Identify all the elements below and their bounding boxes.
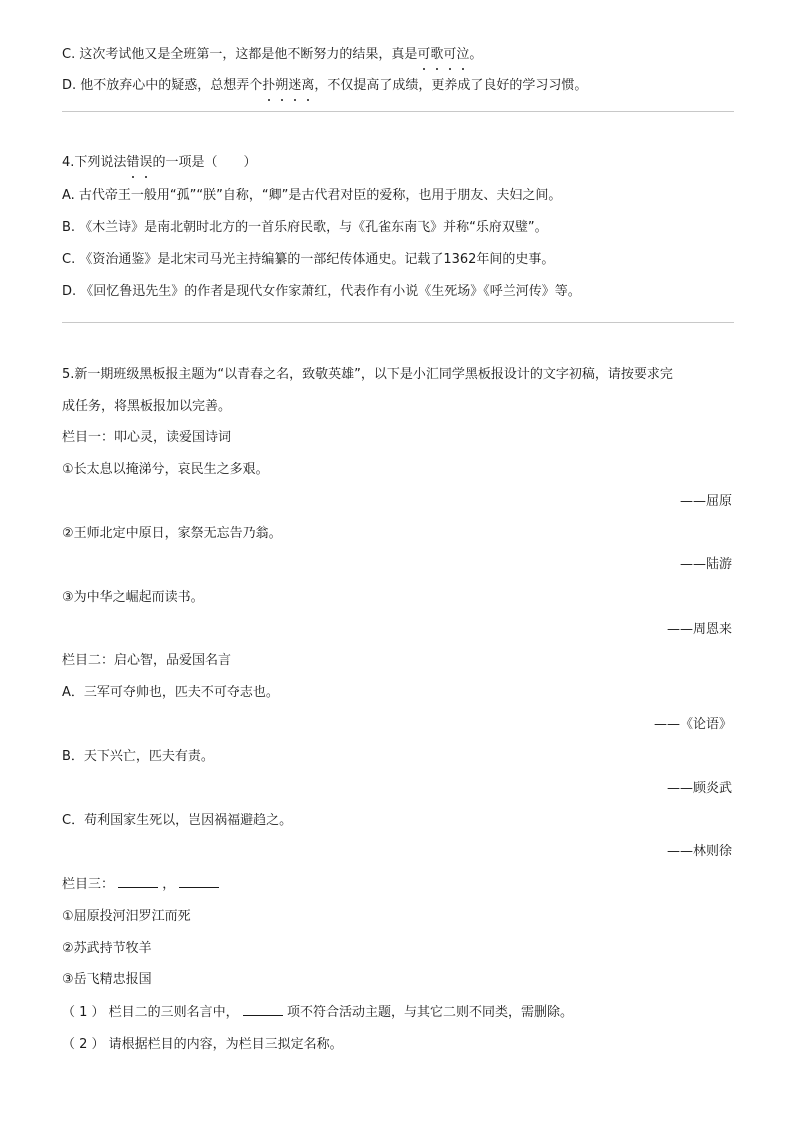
q5-stem-line1: 5.新一期班级黑板报主题为“以青春之名，致敬英雄”，以下是小汇同学黑板报设计的文字初稿，请按要求完 [62, 367, 673, 382]
quote-line: A．三军可夺帅也，匹夫不可夺志也。 [62, 685, 279, 700]
dotted-char: 可 [417, 47, 431, 62]
q5-subquestion-2: （ 2 ） 请根据栏目的内容，为栏目三拟定名称。 [62, 1037, 343, 1052]
q5-subquestion-1: （ 1 ） 栏目二的三则名言中， 项不符合活动主题，与其它二则不同类，需删除。 [62, 1005, 573, 1020]
quote-author: ——《论语》 [653, 717, 732, 732]
divider [62, 322, 734, 323]
dotted-char: 迷 [288, 78, 302, 93]
dotted-char: 歌 [430, 47, 444, 62]
poem-author: ——周恩来 [666, 622, 732, 637]
dotted-char: 扑 [262, 78, 276, 93]
poem-author: ——陆游 [679, 557, 732, 572]
quote-author: ——顾炎武 [666, 781, 732, 796]
q4-stem: 4.下列说法错误的一项是（ ） [62, 155, 257, 170]
quote-author: ——林则徐 [666, 844, 732, 859]
story-item: ③岳飞精忠报国 [62, 972, 152, 987]
q5-col3-title: 栏目三： ， [62, 875, 219, 894]
dotted-char: 离 [301, 78, 315, 93]
dotted-char: 可 [443, 47, 457, 62]
q3-option-d: D. 他不放弃心中的疑惑，总想弄个扑朔迷离，不仅提高了成绩，更养成了良好的学习习惯。 [62, 78, 588, 93]
poem-line: ③为中华之崛起而读书。 [62, 590, 204, 605]
poem-line: ②王师北定中原日，家祭无忘告乃翁。 [62, 526, 282, 541]
q5-col2-title: 栏目二：启心智，品爱国名言 [62, 653, 232, 668]
story-item: ②苏武持节牧羊 [62, 941, 152, 956]
q4-option-c: C. 《资治通鉴》是北宋司马光主持编纂的一部纪传体通史。记载了1362年间的史事。 [62, 252, 555, 267]
q4-option-b: B. 《木兰诗》是南北朝时北方的一首乐府民歌，与《孔雀东南飞》并称“乐府双璧”。 [62, 220, 548, 235]
dotted-char: 泣 [456, 47, 470, 62]
q5-col1-title: 栏目一：叩心灵，读爱国诗词 [62, 430, 232, 445]
q3-option-c: C. 这次考试他又是全班第一，这都是他不断努力的结果，真是可歌可泣。 [62, 47, 483, 62]
poem-line: ①长太息以掩涕兮，哀民生之多艰。 [62, 462, 269, 477]
story-item: ①屈原投河汨罗江而死 [62, 909, 191, 924]
dotted-char: 错 [126, 155, 140, 170]
divider [62, 111, 734, 112]
dotted-char: 误 [139, 155, 153, 170]
q4-option-a: A. 古代帝王一般用“孤”“朕”自称，“卿”是古代君对臣的爱称，也用于朋友、夫妇之间。 [62, 188, 562, 203]
answer-blank[interactable] [243, 1003, 283, 1016]
quote-line: B．天下兴亡，匹夫有责。 [62, 749, 214, 764]
q5-stem-line2: 成任务，将黑板报加以完善。 [62, 399, 232, 414]
q4-option-d: D. 《回忆鲁迅先生》的作者是现代女作家萧红，代表作有小说《生死场》《呼兰河传》等。 [62, 284, 581, 299]
answer-blank[interactable] [179, 875, 219, 888]
quote-line: C．苟利国家生死以，岂因祸福避趋之。 [62, 813, 293, 828]
answer-blank[interactable] [118, 875, 158, 888]
dotted-char: 朔 [275, 78, 289, 93]
poem-author: ——屈原 [679, 494, 732, 509]
